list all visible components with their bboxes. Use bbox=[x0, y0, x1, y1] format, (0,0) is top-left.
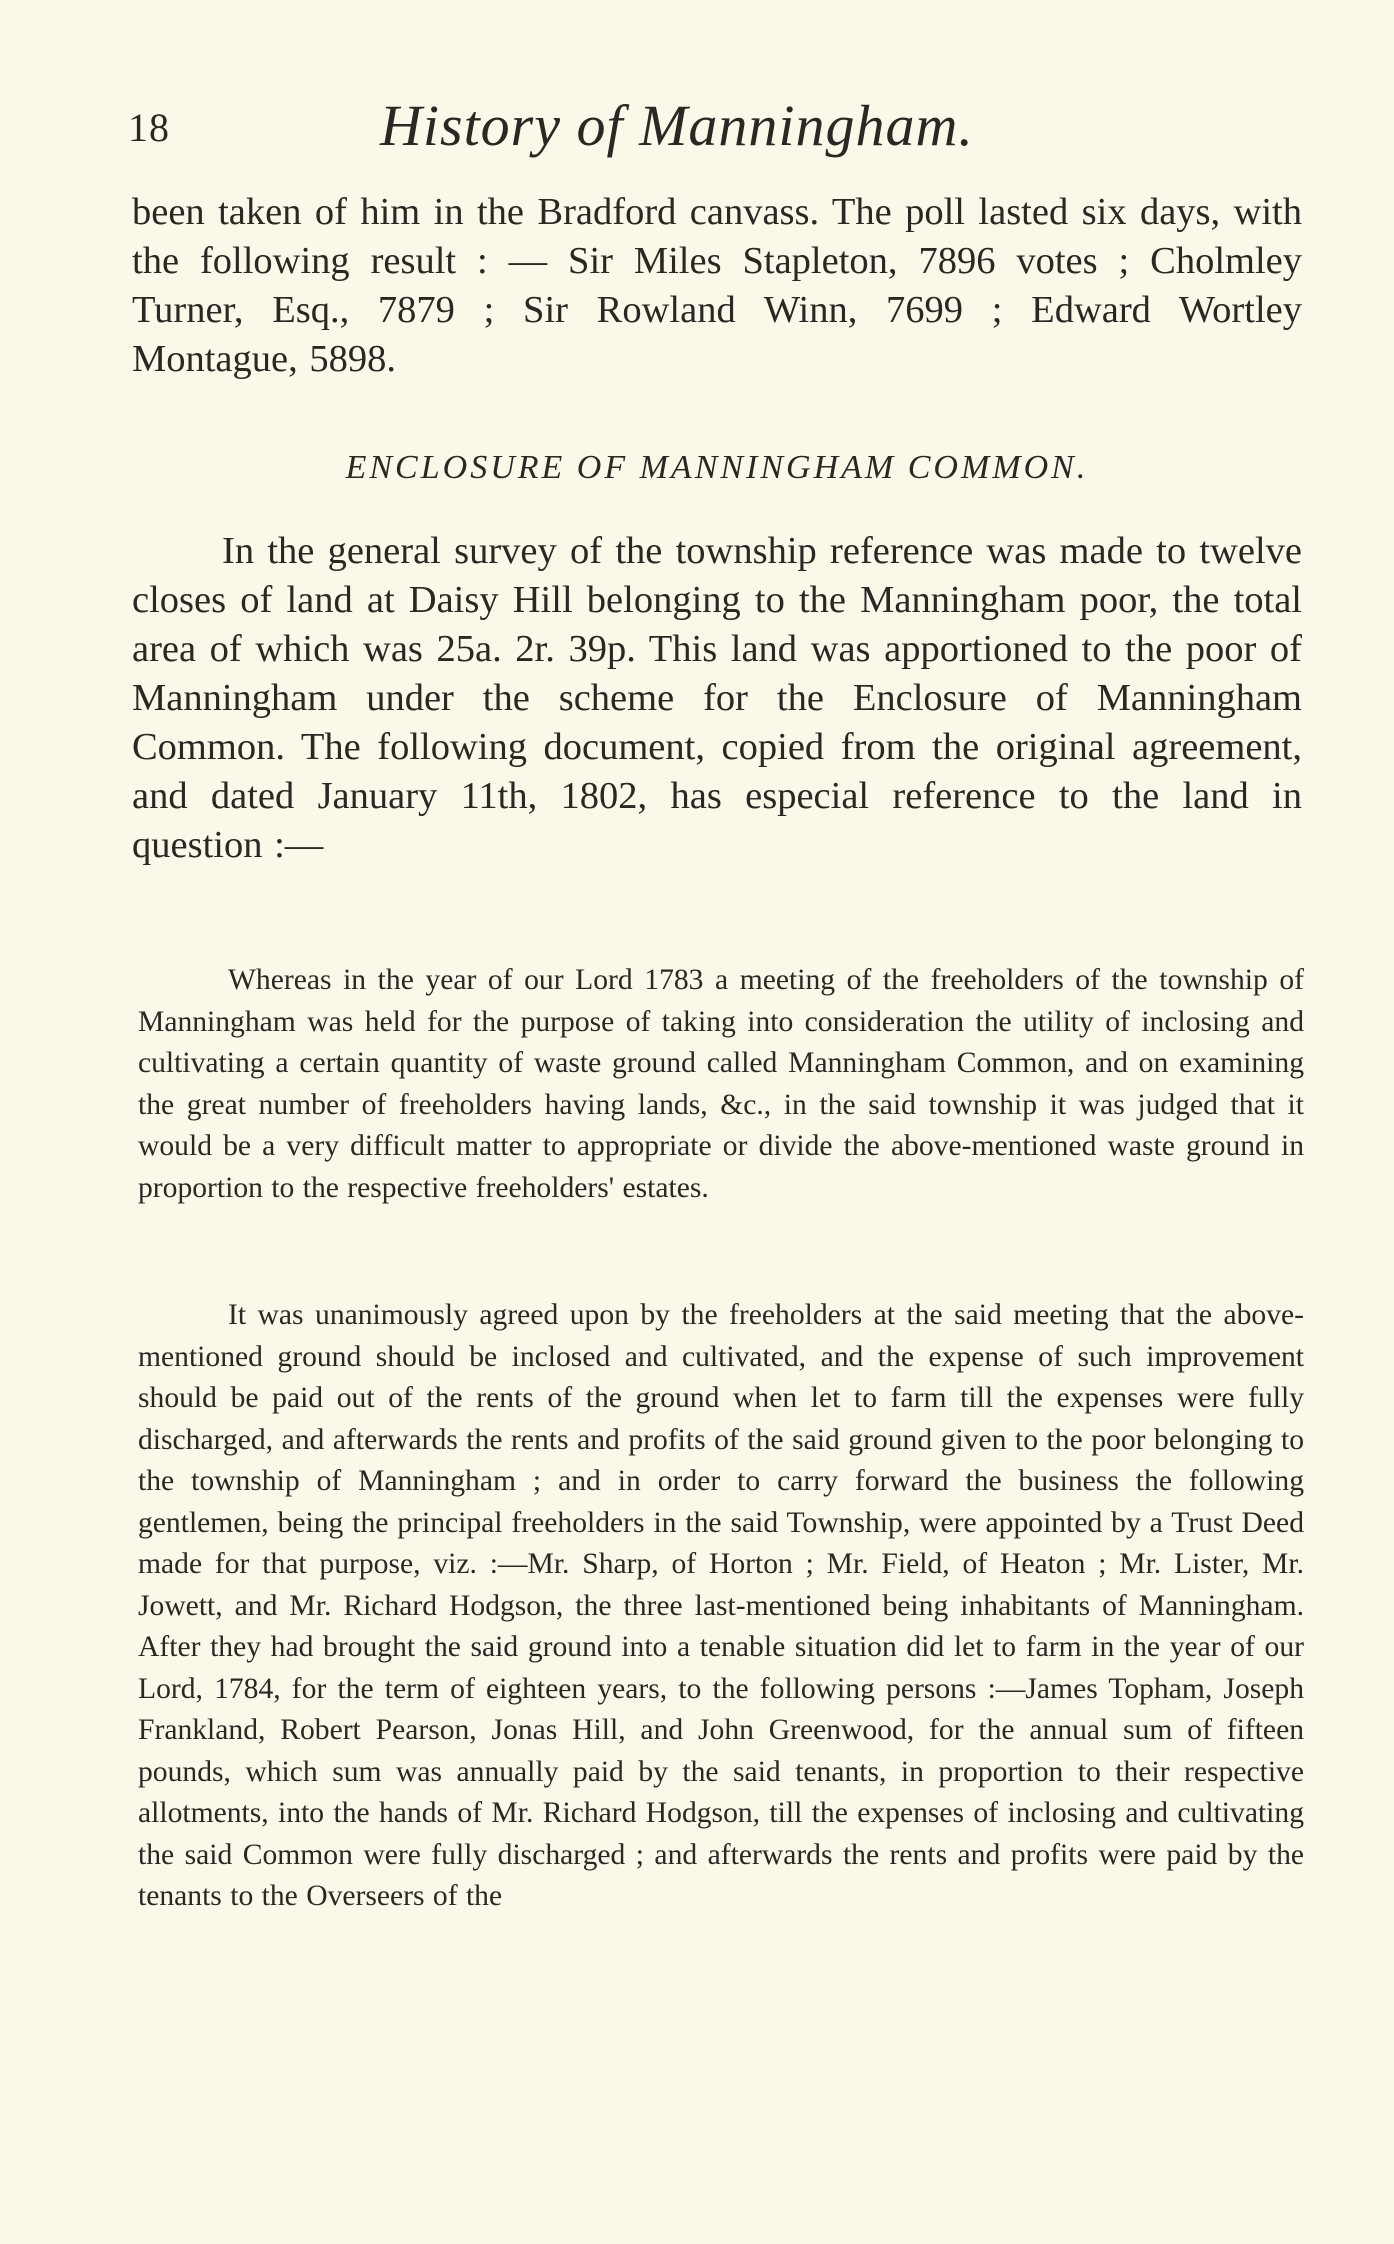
page-number: 18 bbox=[128, 105, 170, 150]
paragraph-continued: been taken of him in the Bradford canvass. The poll lasted six days, with the following result : — Sir Miles Stapleton, 7896 votes ; Cholmley Turner, Esq., 7879 ; Sir Rowland Winn, 7699 ; Edward Wortley Montague, 5898. bbox=[132, 191, 1302, 380]
paragraph-intro: In the general survey of the township reference was made to twelve closes of land at Daisy Hill belonging to the Manningham poor, the total area of which was 25a. 2r. 39p. This land was apportioned to the poor of Manningham under the scheme for the Enclosure of Manningham Common. The following document, copied from the original agreement, and dated January 11th, 1802, has especial reference to the land in question :— bbox=[132, 530, 1302, 866]
quoted-paragraph-1: Whereas in the year of our Lord 1783 a meeting of the freeholders of the township of Manningham was held for the purpose of taking into consideration the utility of inclosing and cultivating a certain quantity of waste ground called Manningham Common, and on examining the great number of freeholders having lands, &c., in the said township it was judged that it would be a very difficult matter to appropriate or divide the above-mentioned waste ground in proportion to the respective freeholders' estates. bbox=[138, 964, 1304, 1204]
running-head bbox=[128, 92, 1308, 162]
quoted-paragraph-2: It was unanimously agreed upon by the freeholders at the said meeting that the above-mentioned ground should be inclosed and cultivated, and the expense of such improvement should be paid out of the rents of the ground when let to farm till the expenses were fully discharged, and afterwards the rents and profits of the said ground given to the poor belonging to the township of Manningham ; and in order to carry forward the business the following gentlemen, being the principal freeholders in the said Township, were appointed by a Trust Deed made for that purpose, viz. :—Mr. Sharp, of Horton ; Mr. Field, of Heaton ; Mr. Lister, Mr. Jowett, and Mr. Richard Hodgson, the three last-mentioned being inhabitants of Manningham. After they had brought the said ground into a tenable situation did let to farm in the year of our Lord, 1784, for the term of eighteen years, to the following persons :—James Topham, Joseph Frankland, Robert Pearson, Jonas Hill, and John Greenwood, for the annual sum of fifteen pounds, which sum was annually paid by the said tenants, in proportion to their respective allotments, into the hands of Mr. Richard Hodgson, till the expenses of inclosing and cultivating the said Common were fully discharged ; and afterwards the rents and profits were paid by the tenants to the Overseers of the bbox=[138, 1299, 1304, 1912]
book-title: History of Manningham. bbox=[380, 93, 974, 158]
section-heading: ENCLOSURE OF MANNINGHAM COMMON. bbox=[345, 449, 1089, 486]
